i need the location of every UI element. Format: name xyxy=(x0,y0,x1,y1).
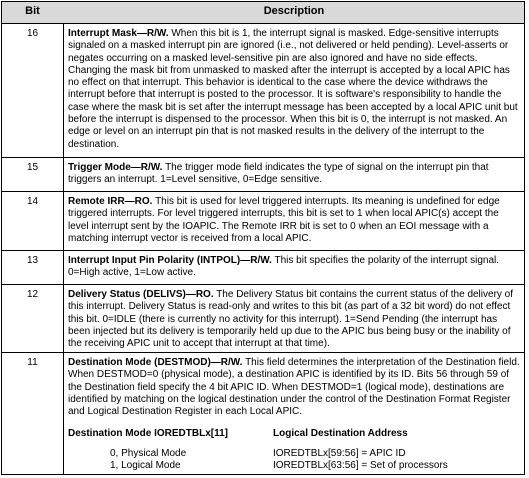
bit-description xyxy=(68,162,520,187)
field-title: Interrupt Input Pin Polarity (INTPOL)—R/W. xyxy=(68,255,272,266)
register-bit-table xyxy=(1,1,525,475)
subtable-col1-header: Destination Mode IOREDTBLx[11] xyxy=(68,428,229,439)
table-header xyxy=(2,2,524,24)
field-title: Destination Mode (DESTMOD)—R/W. xyxy=(68,357,243,368)
field-title: Trigger Mode—R/W. xyxy=(68,162,163,173)
logical-address-value: IOREDTBLx[63:56] = Set of processors xyxy=(273,460,448,471)
bit-number: 13 xyxy=(26,255,39,266)
bit-description xyxy=(68,357,520,418)
field-title: Delivery Status (DELIVS)—RO. xyxy=(68,289,214,300)
destination-mode-value: 1, Logical Mode xyxy=(110,460,181,471)
table-row xyxy=(2,285,524,353)
destination-mode-value: 0, Physical Mode xyxy=(110,448,187,459)
table-row xyxy=(2,192,524,251)
table-row xyxy=(2,24,524,158)
field-title: Remote IRR—RO. xyxy=(68,196,153,207)
table-row xyxy=(2,251,524,285)
description-column-header: Description xyxy=(263,5,325,17)
bit-description xyxy=(68,289,520,350)
field-text: This field determines the interpretation of the Destination field. When DESTMOD=0 (physical mode), a destination APIC is identified by its ID. Bits 56 through 59 of the Destination field specify the 4 bit APIC ID. When DESTMOD=1 (logical mode), destinations are identified by matching on the logical destination under the control of the Destination Format Register and Logical Destination Register in each Local APIC. xyxy=(68,357,520,418)
bit-number: 11 xyxy=(27,357,38,368)
bit-description xyxy=(68,196,520,245)
bit-column-header: Bit xyxy=(25,5,40,17)
bit-number: 16 xyxy=(26,28,39,39)
bit-number: 14 xyxy=(26,196,39,207)
bit-description xyxy=(68,28,520,151)
bit-number: 12 xyxy=(26,289,39,300)
field-text: The Delivery Status bit contains the current status of the delivery of this interrupt. Delivery Status is read-only and writes to this bit (as part of a 32 bit word) do not effect this bit. 0=IDLE (there is currently no activity for this interrupt). 1=Send Pending (the interrupt has been injected but its delivery is temporarily held up due to the APIC bus being busy or the inability of the receiving APIC unit to accept that interrupt at that time). xyxy=(68,289,514,350)
field-text: The trigger mode field indicates the type of signal on the interrupt pin that triggers an interrupt. 1=Level sensitive, 0=Edge sensitive. xyxy=(68,162,489,186)
subtable-col2-header: Logical Destination Address xyxy=(273,428,408,439)
field-title: Interrupt Mask—R/W. xyxy=(68,28,169,39)
field-text: This bit is used for level triggered interrupts. Its meaning is undefined for edge triggered interrupts. For level triggered interrupts, this bit is set to 1 when local APIC(s) accept the level interrupt sent by the IOAPIC. The Remote IRR bit is set to 0 when an EOI message with a matching interrupt vector is received from a local APIC. xyxy=(68,196,500,244)
logical-address-value: IOREDTBLx[59:56] = APIC ID xyxy=(273,448,406,459)
table-row xyxy=(2,353,524,474)
bit-number: 15 xyxy=(26,162,39,173)
field-text: When this bit is 1, the interrupt signal is masked. Edge-sensitive interrupts signaled on a masked interrupt pin are ignored (i.e., not delivered or held pending). Level-asserts or negates occurring on a masked level-sensitive pin are also ignored and have no side effects. Changing the mask bit from unmasked to masked after the interrupt is accepted by a local APIC has no effect on that interrupt. This behavior is identical to the case where the device withdraws the interrupt before that interrupt is posted to the processor. It is software's responsibility to handle the case where the mask bit is set after the interrupt message has been accepted by a local APIC unit but before the interrupt is dispensed to the processor. When this bit is 0, the interrupt is not masked. An edge or level on an interrupt pin that is not masked results in the delivery of the interrupt to the destination. xyxy=(68,28,518,150)
table-row xyxy=(2,158,524,192)
field-text: This bit specifies the polarity of the interrupt signal. 0=High active, 1=Low active. xyxy=(68,255,500,279)
bit-description xyxy=(68,255,520,280)
